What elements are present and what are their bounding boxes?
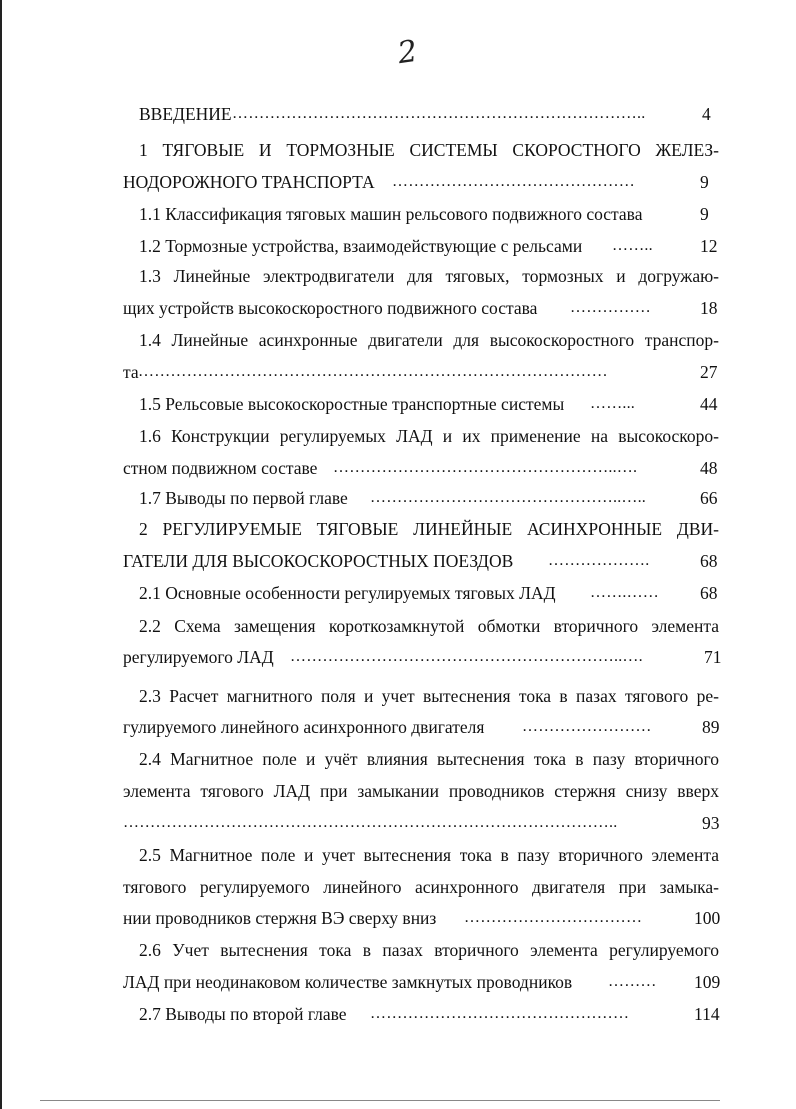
toc-entry-label: 2.1 Основные особенности регулируемых тяговых ЛАД xyxy=(139,583,556,603)
toc-entry-label-cont: щих устройств высокоскоростного подвижного состава xyxy=(123,298,538,318)
toc-entry-label-cont: тягового регулируемого линейного асинхронного двигателя при замыка- xyxy=(123,877,719,897)
toc-entry-label-cont: та xyxy=(123,362,139,382)
toc-leader-dots: ………………………………………..….. xyxy=(370,489,646,506)
scan-edge-line xyxy=(0,0,2,1109)
toc-page-number: 109 xyxy=(694,972,721,992)
handwritten-page-number: 2 xyxy=(395,33,420,72)
toc-leader-dots: …………………………………………………………………………… xyxy=(138,363,608,380)
toc-entry-label: 1.6 Конструкции регулируемых ЛАД и их применение на высокоскоро- xyxy=(139,426,719,446)
toc-entry-label-cont: ЛАД при неодинаковом количестве замкнутых проводников xyxy=(123,972,573,992)
toc-entry-label: ВВЕДЕНИЕ xyxy=(139,104,232,124)
bottom-rule xyxy=(40,1100,720,1101)
toc-page-number: 71 xyxy=(704,647,722,667)
toc-page-number: 44 xyxy=(700,394,718,414)
toc-entry-label: 1 ТЯГОВЫЕ И ТОРМОЗНЫЕ СИСТЕМЫ СКОРОСТНОГО ЖЕЛЕЗ- xyxy=(139,140,719,160)
toc-leader-dots: ………………………………………… xyxy=(370,1005,630,1022)
toc-entry-label-cont: ГАТЕЛИ ДЛЯ ВЫСОКОСКОРОСТНЫХ ПОЕЗДОВ xyxy=(123,551,514,571)
toc-entry-label-cont: регулируемого ЛАД xyxy=(123,647,274,667)
toc-leader-dots: ……………………………………………………………………………….. xyxy=(123,814,618,831)
toc-leader-dots: ……………………………………… xyxy=(392,173,635,190)
toc-entry-label: 1.2 Тормозные устройства, взаимодействующие с рельсами xyxy=(139,236,583,256)
toc-entry-label: 2.6 Учет вытеснения тока в пазах вторичного элемента регулируемого xyxy=(139,940,719,960)
toc-entry-label: 2.4 Магнитное поле и учёт влияния вытеснения тока в пазу вторичного xyxy=(139,749,719,769)
toc-leader-dots: ……………………………………………………..…. xyxy=(290,648,643,665)
toc-leader-dots: ……... xyxy=(590,395,635,412)
toc-page-number: 9 xyxy=(700,172,709,192)
toc-leader-dots: …….…… xyxy=(590,584,659,601)
toc-page-number: 68 xyxy=(700,551,718,571)
toc-page-number: 89 xyxy=(702,717,720,737)
toc-entry-label-cont: гулируемого линейного асинхронного двигателя xyxy=(123,717,485,737)
toc-entry-label: 1.1 Классификация тяговых машин рельсового подвижного состава xyxy=(139,204,643,224)
toc-leader-dots: …………………………… xyxy=(464,909,643,926)
toc-entry-label-cont: стном подвижном составе xyxy=(123,458,318,478)
toc-leader-dots: ……………………………………………..…. xyxy=(333,459,638,476)
toc-page-number: 9 xyxy=(700,204,709,224)
toc-entry-label-cont: нии проводников стержня ВЭ сверху вниз xyxy=(123,908,437,928)
toc-entry-label: 2.2 Схема замещения короткозамкнутой обмотки вторичного элемента xyxy=(139,616,719,636)
toc-entry-label: 1.5 Рельсовые высокоскоростные транспортные системы xyxy=(139,394,565,414)
toc-page-number: 48 xyxy=(700,458,718,478)
toc-entry-label-cont: НОДОРОЖНОГО ТРАНСПОРТА xyxy=(123,172,375,192)
toc-leader-dots: ………………. xyxy=(548,552,650,569)
toc-entry-label: 2 РЕГУЛИРУЕМЫЕ ТЯГОВЫЕ ЛИНЕЙНЫЕ АСИНХРОННЫЕ ДВИ- xyxy=(139,519,719,539)
toc-page-number: 93 xyxy=(702,813,720,833)
toc-entry-label: 1.7 Выводы по первой главе xyxy=(139,488,348,508)
toc-page-number: 4 xyxy=(702,104,711,124)
toc-leader-dots: ………………………………………………………………….. xyxy=(232,105,646,122)
toc-entry-label: 2.3 Расчет магнитного поля и учет вытеснения тока в пазах тягового ре- xyxy=(139,686,719,706)
toc-page-number: 66 xyxy=(700,488,718,508)
toc-entry-label: 1.4 Линейные асинхронные двигатели для высокоскоростного транспор- xyxy=(139,330,719,350)
toc-page-number: 18 xyxy=(700,298,718,318)
toc-entry-label-cont: элемента тягового ЛАД при замыкании проводников стержня снизу вверх xyxy=(123,781,719,801)
toc-leader-dots: …………………… xyxy=(522,718,652,735)
toc-entry-label: 2.7 Выводы по второй главе xyxy=(139,1004,347,1024)
toc-page-number: 100 xyxy=(694,908,721,928)
toc-entry-label: 2.5 Магнитное поле и учет вытеснения тока в пазу вторичного элемента xyxy=(139,845,719,865)
toc-leader-dots: …….. xyxy=(612,237,653,254)
toc-page-number: 27 xyxy=(700,362,718,382)
toc-page-number: 114 xyxy=(694,1004,720,1024)
toc-page-number: 68 xyxy=(700,583,718,603)
toc-page-number: 12 xyxy=(700,236,718,256)
toc-leader-dots: ……… xyxy=(608,973,657,990)
toc-entry-label: 1.3 Линейные электродвигатели для тяговых, тормозных и догружаю- xyxy=(139,266,719,286)
toc-leader-dots: …………… xyxy=(570,299,651,316)
